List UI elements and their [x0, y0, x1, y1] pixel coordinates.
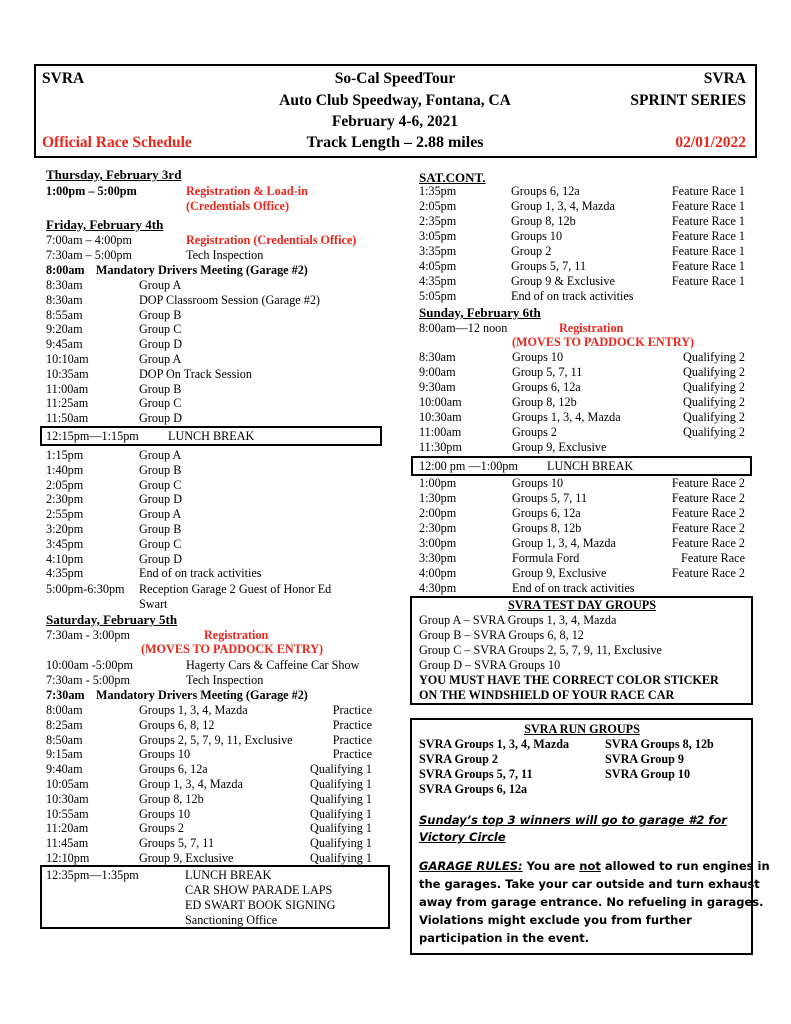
- row-time: 7:30am – 5:00pm: [46, 248, 132, 262]
- row-time: 5:00pm-6:30pm: [46, 582, 125, 596]
- row-session: Qualifying 2: [683, 410, 745, 424]
- row-group: Group D: [139, 411, 182, 426]
- row-time: 2:00pm: [419, 506, 457, 520]
- row-group: Group D: [139, 337, 182, 352]
- row-time: 9:40am: [46, 762, 83, 777]
- row-group: Groups 2, 5, 7, 9, 11, Exclusive: [139, 732, 293, 747]
- row-group: Groups 10: [139, 747, 191, 762]
- row-session: Practice: [332, 747, 372, 762]
- row-group: Groups 6, 12a: [512, 506, 581, 520]
- row-time: 2:30pm: [419, 521, 457, 535]
- row-time: 4:00pm: [419, 566, 457, 580]
- row-group: Group 5, 7, 11: [512, 365, 583, 379]
- row-time: 11:30pm: [419, 440, 462, 454]
- test-day-line: Group B – SVRA Groups 6, 8, 12: [419, 628, 584, 642]
- test-day-line: Group C – SVRA Groups 2, 5, 7, 9, 11, Exclusive: [419, 643, 662, 657]
- row-time: 10:00am -5:00pm: [46, 658, 133, 672]
- header-org-left: SVRA: [42, 70, 85, 87]
- row-time: 10:35am: [46, 366, 89, 381]
- row-time: 2:30pm: [46, 492, 84, 507]
- row-session: Qualifying 1: [310, 821, 372, 836]
- row-session: Qualifying 2: [683, 350, 745, 364]
- row-time: 10:30am: [419, 410, 462, 424]
- row-group: Group A: [139, 278, 182, 292]
- row-group: Group 8, 12b: [139, 791, 204, 806]
- row-group: Groups 2: [512, 425, 558, 439]
- sticker-notice-cont: ON THE WINDSHIELD OF YOUR RACE CAR: [419, 688, 675, 702]
- row-time: 10:10am: [46, 352, 89, 366]
- row-time: 9:45am: [46, 337, 83, 352]
- row-group: Group B: [139, 462, 182, 477]
- row-group: End of on track activities: [139, 566, 262, 581]
- row-time: 9:20am: [46, 322, 83, 337]
- row-time: 3:45pm: [46, 536, 84, 551]
- run-group-item: SVRA Group 2: [419, 752, 499, 766]
- series-name: SPRINT SERIES: [630, 92, 746, 109]
- row-label: Registration & Load-in: [186, 184, 308, 198]
- header-org-right: SVRA: [703, 70, 746, 87]
- row-group: Groups 10: [512, 476, 564, 490]
- row-label: LUNCH BREAK: [547, 459, 634, 473]
- row-time: 7:00am – 4:00pm: [46, 233, 132, 247]
- row-group: Group 2: [511, 244, 552, 258]
- garage-rules-text: allowed to run engines in: [600, 859, 770, 873]
- header-doc-title: Official Race Schedule: [42, 134, 192, 151]
- row-time: 3:00pm: [419, 536, 457, 550]
- row-time: 3:05pm: [419, 229, 457, 243]
- row-time: 11:25am: [46, 396, 89, 411]
- garage-rules-emphasis: not: [579, 859, 601, 873]
- row-time: 9:15am: [46, 747, 83, 762]
- garage-rules-line: [419, 858, 770, 875]
- row-group: Groups 10: [511, 229, 563, 243]
- run-groups-title: SVRA RUN GROUPS: [524, 722, 640, 736]
- row-time: 7:30am: [46, 688, 85, 702]
- row-session: Feature Race 1: [671, 229, 745, 243]
- garage-rules-text: You are: [522, 859, 580, 873]
- row-group: Group 1, 3, 4, Mazda: [512, 536, 616, 550]
- row-label: Hagerty Cars & Caffeine Car Show: [186, 658, 360, 672]
- row-group: Group B: [139, 307, 182, 322]
- sunday-registration-note: (MOVES TO PADDOCK ENTRY): [512, 335, 695, 349]
- run-group-item: SVRA Groups 5, 7, 11: [419, 767, 533, 781]
- run-group-item: SVRA Groups 8, 12b: [605, 737, 714, 751]
- row-session: Practice: [332, 703, 372, 717]
- row-session: Qualifying 2: [683, 395, 745, 409]
- row-time: 5:05pm: [419, 289, 457, 303]
- row-session: Feature Race 1: [671, 214, 745, 228]
- row-session: Qualifying 2: [683, 380, 745, 394]
- row-group: Groups 1, 3, 4, Mazda: [512, 410, 621, 424]
- right-column: [419, 0, 770, 1024]
- row-time: 10:00am: [419, 395, 462, 409]
- row-group: Group C: [139, 536, 182, 551]
- victory-note-cont: Victory Circle: [419, 830, 506, 844]
- thursday-registration-location: (Credentials Office): [186, 199, 289, 213]
- row-time: 8:50am: [46, 732, 83, 747]
- thursday-heading: Thursday, February 3rd: [46, 167, 182, 182]
- saturday-lunch-time: 12:35pm—1:35pm: [46, 868, 139, 882]
- row-label: Tech Inspection: [186, 673, 264, 687]
- saturday-registration-note: (MOVES TO PADDOCK ENTRY): [141, 642, 324, 656]
- run-group-item: SVRA Group 9: [605, 752, 685, 766]
- row-session: Feature Race 2: [671, 476, 745, 490]
- row-time: 3:30pm: [419, 551, 457, 565]
- row-time: 11:00am: [46, 381, 89, 396]
- row-group: Group 9, Exclusive: [512, 566, 607, 580]
- row-time: 7:30am - 5:00pm: [46, 673, 130, 687]
- row-time: 9:00am: [419, 365, 456, 379]
- row-group: Group 8, 12b: [511, 214, 576, 228]
- row-session: Feature Race 1: [671, 274, 745, 288]
- test-day-line: Group A – SVRA Groups 1, 3, 4, Mazda: [419, 613, 617, 627]
- row-time: 11:20am: [46, 821, 89, 836]
- row-group: Groups 10: [512, 350, 564, 364]
- row-time: 4:10pm: [46, 551, 84, 566]
- row-session: Qualifying 1: [310, 791, 372, 806]
- row-group: Groups 5, 7, 11: [511, 259, 587, 273]
- garage-rules-line: participation in the event.: [419, 931, 590, 945]
- friday-reception-cont: Swart: [139, 597, 168, 611]
- row-label: Registration: [204, 628, 269, 642]
- saturday-lunch-line: ED SWART BOOK SIGNING: [185, 898, 336, 912]
- row-time: 8:00am: [46, 263, 85, 277]
- row-group: DOP On Track Session: [139, 366, 252, 381]
- row-group: Groups 5, 7, 11: [512, 491, 588, 505]
- row-session: Qualifying 1: [310, 777, 372, 791]
- row-group: Group A: [139, 352, 182, 366]
- row-group: DOP Classroom Session (Garage #2): [139, 292, 320, 307]
- row-label: Registration: [559, 321, 624, 335]
- row-time: 8:25am: [46, 717, 83, 732]
- sticker-notice: YOU MUST HAVE THE CORRECT COLOR STICKER: [419, 673, 719, 687]
- row-time: 1:40pm: [46, 462, 84, 477]
- row-label: Tech Inspection: [186, 248, 264, 262]
- row-time: 2:55pm: [46, 507, 84, 522]
- row-session: Feature Race 2: [671, 566, 745, 580]
- row-time: 2:35pm: [419, 214, 457, 228]
- row-session: Qualifying 1: [310, 806, 372, 821]
- row-session: Qualifying 1: [310, 762, 372, 777]
- sat-cont-heading: SAT.CONT.: [419, 170, 486, 185]
- row-group: Group C: [139, 477, 182, 492]
- row-time: 4:35pm: [46, 566, 84, 581]
- row-time: 1:35pm: [419, 184, 457, 198]
- row-group: Group C: [139, 322, 182, 337]
- row-group: Group D: [139, 551, 182, 566]
- row-session: Qualifying 1: [310, 851, 372, 865]
- garage-rules-line: the garages. Take your car outside and turn exhaust: [419, 877, 760, 891]
- run-group-item: SVRA Group 10: [605, 767, 691, 781]
- row-time: 2:05pm: [46, 477, 84, 492]
- row-session: Practice: [332, 732, 372, 747]
- row-time: 11:50am: [46, 411, 89, 426]
- event-name: So-Cal SpeedTour: [334, 70, 456, 87]
- row-label: Reception Garage 2 Guest of Honor Ed: [139, 582, 332, 596]
- saturday-lunch-line: CAR SHOW PARADE LAPS: [185, 883, 333, 897]
- sunday-heading: Sunday, February 6th: [419, 305, 541, 320]
- friday-heading: Friday, February 4th: [46, 217, 164, 232]
- row-session: Feature Race 2: [671, 536, 745, 550]
- row-time: 8:00am: [46, 703, 83, 717]
- schedule-date: 02/01/2022: [675, 134, 746, 151]
- row-time: 8:30am: [46, 278, 83, 292]
- row-session: Qualifying 2: [683, 365, 745, 379]
- row-group: Group A: [139, 448, 182, 462]
- row-time: 12:15pm—1:15pm: [46, 429, 139, 443]
- row-group: Groups 6, 12a: [139, 762, 208, 777]
- row-group: Groups 1, 3, 4, Mazda: [139, 703, 248, 717]
- row-session: Feature Race 1: [671, 184, 745, 198]
- row-group: Groups 6, 8, 12: [139, 717, 215, 732]
- row-label: LUNCH BREAK: [168, 429, 255, 443]
- row-session: Feature Race 1: [671, 244, 745, 258]
- row-group: Group B: [139, 522, 182, 536]
- row-time: 3:35pm: [419, 244, 457, 258]
- test-day-title: SVRA TEST DAY GROUPS: [508, 598, 656, 612]
- row-time: 4:05pm: [419, 259, 457, 273]
- row-group: Group C: [139, 396, 182, 411]
- track-length: Track Length – 2.88 miles: [306, 134, 484, 151]
- left-column: [46, 0, 376, 1024]
- row-time: 11:45am: [46, 836, 89, 851]
- event-dates: February 4-6, 2021: [331, 113, 459, 130]
- row-session: Feature Race: [681, 551, 745, 565]
- row-session: Qualifying 2: [683, 425, 745, 439]
- row-time: 10:55am: [46, 806, 89, 821]
- row-time: 11:00am: [419, 425, 462, 439]
- garage-rules-line: Violations might exclude you from further: [419, 913, 692, 927]
- run-group-item: SVRA Groups 1, 3, 4, Mazda: [419, 737, 570, 751]
- row-group: Groups 6, 12a: [512, 380, 581, 394]
- row-time: 1:00pm: [419, 476, 457, 490]
- row-time: 12:10pm: [46, 851, 90, 865]
- row-time: 10:30am: [46, 791, 89, 806]
- row-time: 12:00 pm —1:00pm: [419, 459, 518, 473]
- row-session: Practice: [332, 717, 372, 732]
- row-group: Group 9, Exclusive: [139, 851, 234, 865]
- row-label: Mandatory Drivers Meeting (Garage #2): [96, 688, 308, 702]
- row-session: Feature Race 2: [671, 506, 745, 520]
- row-time: 7:30am - 3:00pm: [46, 628, 130, 642]
- row-time: 8:30am: [46, 292, 83, 307]
- row-time: 1:15pm: [46, 448, 84, 462]
- venue: Auto Club Speedway, Fontana, CA: [279, 92, 511, 109]
- row-time: 9:30am: [419, 380, 456, 394]
- row-group: End of on track activities: [511, 289, 634, 303]
- saturday-lunch-line: LUNCH BREAK: [185, 868, 272, 882]
- saturday-lunch-line: Sanctioning Office: [185, 913, 278, 927]
- row-time: 10:05am: [46, 777, 89, 791]
- row-group: Group 1, 3, 4, Mazda: [139, 777, 243, 791]
- row-group: Group 9 & Exclusive: [511, 274, 615, 288]
- row-time: 1:30pm: [419, 491, 457, 505]
- row-time: 3:20pm: [46, 522, 84, 536]
- row-time: 4:35pm: [419, 274, 457, 288]
- run-group-item: SVRA Groups 6, 12a: [419, 782, 528, 796]
- saturday-heading: Saturday, February 5th: [46, 612, 178, 627]
- row-group: Groups 6, 12a: [511, 184, 580, 198]
- row-group: Group 1, 3, 4, Mazda: [511, 199, 615, 213]
- garage-rules-label: GARAGE RULES:: [419, 859, 523, 873]
- row-group: Groups 8, 12b: [512, 521, 582, 535]
- row-group: Groups 10: [139, 806, 191, 821]
- row-group: Groups 5, 7, 11: [139, 836, 215, 851]
- garage-rules-line: away from garage entrance. No refueling in garages.: [419, 895, 764, 909]
- row-group: Formula Ford: [512, 551, 580, 565]
- row-time: 8:55am: [46, 307, 83, 322]
- row-session: Qualifying 1: [310, 836, 372, 851]
- row-session: Feature Race 1: [671, 259, 745, 273]
- row-session: Feature Race 2: [671, 491, 745, 505]
- row-time: 1:00pm – 5:00pm: [46, 184, 137, 198]
- victory-note: Sunday’s top 3 winners will go to garage #2 for: [419, 813, 727, 827]
- row-group: Group 9, Exclusive: [512, 440, 607, 454]
- row-label: Registration (Credentials Office): [186, 233, 357, 247]
- row-group: Group B: [139, 381, 182, 396]
- row-group: End of on track activities: [512, 581, 635, 595]
- row-group: Groups 2: [139, 821, 185, 836]
- row-time: 2:05pm: [419, 199, 457, 213]
- test-day-line: Group D – SVRA Groups 10: [419, 658, 561, 672]
- row-group: Group A: [139, 507, 182, 522]
- row-time: 8:00am—12 noon: [419, 321, 508, 335]
- row-group: Group 8, 12b: [512, 395, 577, 409]
- row-time: 4:30pm: [419, 581, 457, 595]
- row-time: 8:30am: [419, 350, 456, 364]
- row-label: Mandatory Drivers Meeting (Garage #2): [96, 263, 308, 277]
- row-session: Feature Race 1: [671, 199, 745, 213]
- row-group: Group D: [139, 492, 182, 507]
- row-session: Feature Race 2: [671, 521, 745, 535]
